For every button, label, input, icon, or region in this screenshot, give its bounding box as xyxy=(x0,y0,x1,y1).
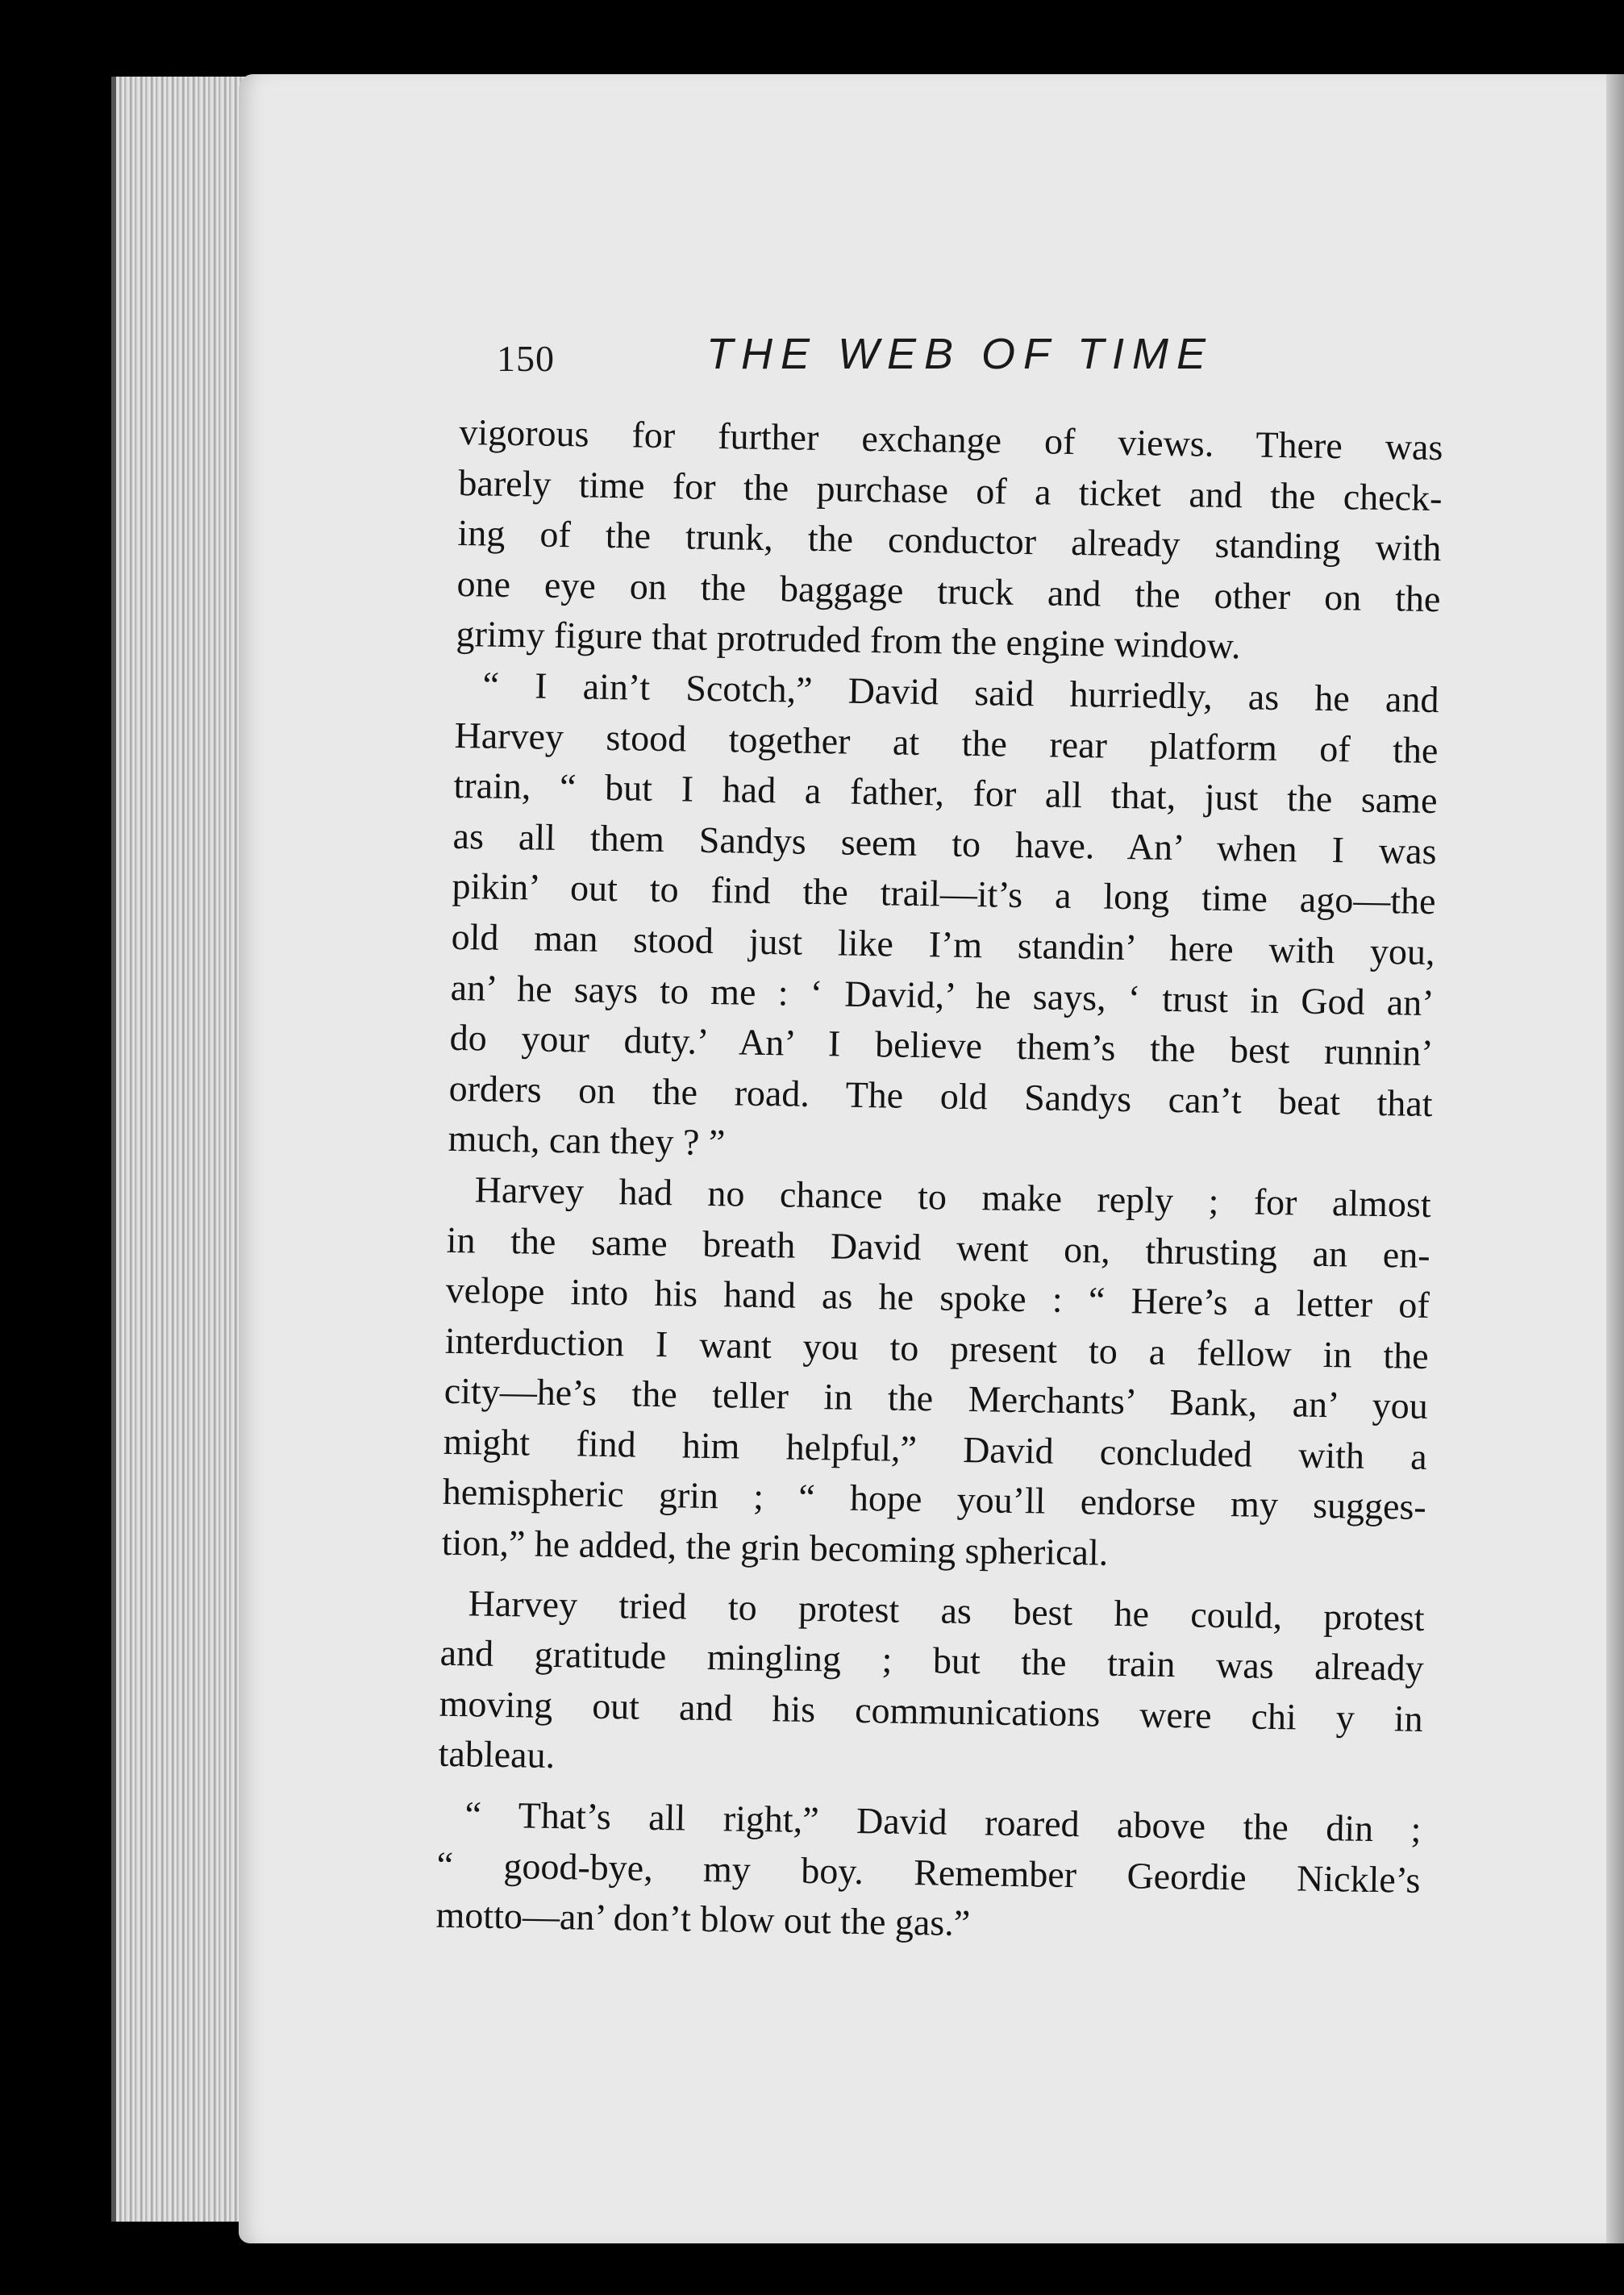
text-line: in the same breath David went on, thrusting an en- xyxy=(446,1218,1431,1276)
paragraph xyxy=(438,1577,1425,1795)
text-line: ing of the trunk, the conductor already standing with xyxy=(457,512,1442,569)
text-line: one eye on the baggage truck and the other on the xyxy=(456,562,1441,619)
text-line: tableau. xyxy=(438,1733,556,1776)
text-line: Harvey tried to protest as best he could, protest xyxy=(468,1582,1425,1639)
paragraph xyxy=(448,660,1439,1180)
text-line: train, “ but I had a father, for all that, just the same xyxy=(453,764,1438,822)
text-line: interduction I want you to present to a fellow in the xyxy=(444,1319,1430,1377)
text-line: city—he’s the teller in the Merchants’ Bank, an’ you xyxy=(443,1370,1429,1427)
paragraph xyxy=(441,1164,1431,1584)
text-line: do your duty.’ An’ I believe them’s the best runnin’ xyxy=(449,1017,1434,1074)
page-header xyxy=(497,329,1303,385)
text-line: Harvey had no chance to make reply ; for almost xyxy=(474,1168,1432,1225)
text-line: vigorous for further exchange of views. There was xyxy=(459,410,1443,469)
text-line: grimy figure that protruded from the engine window. xyxy=(456,613,1241,667)
text-line: orders on the road. The old Sandys can’t beat that xyxy=(448,1067,1433,1124)
text-line: “ good-bye, my boy. Remember Geordie Nickle’s xyxy=(436,1843,1421,1901)
text-line: might find him helpful,” David concluded with a xyxy=(443,1420,1428,1477)
paragraph xyxy=(456,407,1443,675)
running-head: THE WEB OF TIME xyxy=(706,330,1214,378)
text-line: hemispheric grin ; “ hope you’ll endorse my sugges- xyxy=(442,1471,1427,1528)
text-line: motto—an’ don’t blow out the gas.” xyxy=(435,1893,971,1944)
page-gutter-shadow xyxy=(1606,74,1624,2243)
text-line: “ I ain’t Scotch,” David said hurriedly, as he and xyxy=(482,664,1439,721)
paragraph xyxy=(435,1789,1422,1956)
text-line: pikin’ out to find the trail—it’s a long time ago—the xyxy=(452,865,1436,923)
text-line: and gratitude mingling ; but the train was already xyxy=(439,1632,1424,1689)
text-line: much, can they ? ” xyxy=(448,1118,726,1164)
text-line: “ That’s all right,” David roared above the din ; xyxy=(464,1793,1422,1850)
text-line: an’ he says to me : ‘ David,’ he says, ‘ trust in God an’ xyxy=(450,966,1435,1023)
text-line: as all them Sandys seem to have. An’ when I was xyxy=(452,814,1437,872)
text-line: tion,” he added, the grin becoming spherical. xyxy=(441,1521,1109,1573)
text-line: old man stood just like I’m standin’ here with you, xyxy=(451,915,1435,973)
text-line: Harvey stood together at the rear platform of the xyxy=(454,714,1439,771)
text-line: barely time for the purchase of a ticket and the check- xyxy=(458,461,1443,519)
body-text xyxy=(435,407,1443,1956)
text-line: moving out and his communications were chi y in xyxy=(439,1682,1424,1739)
page-number: 150 xyxy=(497,338,555,379)
text-line: velope into his hand as he spoke : “ Here’s a letter of xyxy=(445,1268,1430,1327)
